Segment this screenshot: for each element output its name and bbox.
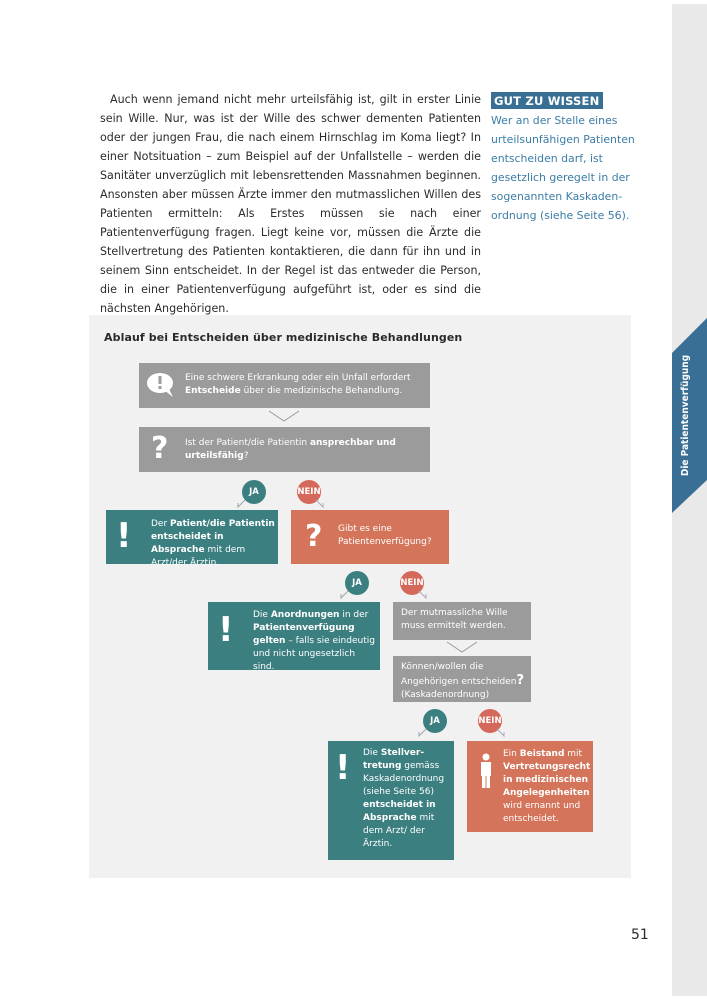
arrow-down-left-icon bbox=[237, 500, 247, 508]
question-mark: ? bbox=[516, 673, 524, 688]
step-answer-3-no bbox=[467, 741, 593, 832]
text-part: mit dem Arzt/ der Ärztin. bbox=[363, 813, 435, 849]
text-part: Der bbox=[151, 519, 171, 529]
text-bold: ansprechbar und urteilsfähig bbox=[185, 438, 396, 461]
body-text bbox=[100, 90, 481, 318]
step-question-2 bbox=[291, 510, 449, 564]
text-bold: Stellvertretung bbox=[363, 748, 425, 771]
text-part: ? bbox=[243, 451, 249, 461]
step-answer-2-no-text: Der mutmassliche Wille muss ermittelt werden. bbox=[401, 608, 508, 631]
text-part: Eine schwere Erkrankung oder ein Unfall erfordert bbox=[185, 373, 411, 383]
person-icon bbox=[479, 753, 493, 789]
step-answer-3-no-text bbox=[503, 748, 591, 826]
text-part: – falls sie eindeutig und nicht ungesetzlich sind. bbox=[253, 636, 375, 672]
text-part: gemäss Kaskadenordnung (siehe Seite 56) bbox=[363, 761, 445, 797]
step-start-text bbox=[185, 372, 425, 398]
info-box bbox=[491, 90, 651, 225]
text-bold: Vertretungsrecht in medizinischen Angelegenheiten bbox=[503, 762, 591, 798]
body-paragraph: Auch wenn jemand nicht mehr urteilsfähig ist, gilt in erster Linie sein Wille. Nur, was ist der Wille des schwer dementen Patienten oder der jungen Frau, die nach einem Hirnschlag im Koma liegt? In einer Notsituation – zum Beispiel auf der Unfallstelle – werden die Sanitäter unverzüglich mit lebensrettenden Massnahmen beginnen. Ansonsten aber müssen Ärzte immer den mutmasslichen Willen des Patienten ermitteln: Als Erstes müssen sie nach einer Patientenverfügung fragen. Liegt keine vor, müssen die Ärzte die Stellvertretung des Patienten kontaktieren, die dann für ihn und in seinem Sinn entscheidet. In der Regel ist das entweder die Person, die in einer Patientenverfügung aufgeführt ist, oder es sind die nächsten Angehörigen. bbox=[100, 93, 481, 315]
step-answer-1-yes bbox=[106, 510, 278, 568]
chapter-tab-label: Die Patientenverfügung bbox=[680, 354, 692, 476]
arrow-down-right-icon bbox=[419, 591, 429, 599]
text-part: Die bbox=[363, 748, 381, 758]
text-part: Können/wollen die Angehörigen entscheiden bbox=[401, 662, 517, 687]
text-bold: Patient/die Patientin entscheidet in Absprache bbox=[151, 519, 275, 555]
question-icon: ? bbox=[305, 519, 323, 554]
text-bold: entscheidet in Absprache bbox=[363, 800, 436, 823]
chevron-down-icon bbox=[269, 411, 299, 423]
step-question-3 bbox=[393, 656, 531, 702]
chapter-tab[interactable] bbox=[672, 318, 707, 513]
arrow-down-left-icon bbox=[340, 591, 350, 599]
exclamation-icon: ! bbox=[218, 610, 234, 650]
text-part: über die medizinische Behandlung. bbox=[240, 386, 403, 396]
exclamation-icon: ! bbox=[335, 748, 351, 788]
text-part: wird ernannt und entscheidet. bbox=[503, 801, 581, 824]
diagram-title: Ablauf bei Entscheiden über medizinische Behandlungen bbox=[104, 331, 463, 344]
step-start bbox=[139, 363, 430, 408]
step-question-1-text bbox=[185, 437, 425, 463]
step-answer-2-yes-text bbox=[253, 609, 377, 674]
speech-bubble-exclamation-icon bbox=[146, 372, 176, 398]
info-box-text: Wer an der Stelle eines urteilsunfähigen Patienten entscheiden darf, ist gesetzlich geregelt in der sogenannten Kaskadenordnung (siehe Seite 56). bbox=[491, 114, 635, 222]
step-answer-3-yes-text bbox=[363, 747, 451, 851]
step-question-2-text: Gibt es eine Patientenverfügung? bbox=[338, 524, 432, 547]
text-part: Die bbox=[253, 610, 271, 620]
no-badge: NEIN bbox=[478, 709, 502, 733]
text-bold: Beistand bbox=[519, 749, 565, 759]
exclamation-icon: ! bbox=[116, 516, 132, 556]
step-answer-3-yes bbox=[328, 741, 454, 860]
text-part: Ein bbox=[503, 749, 520, 759]
text-part: (Kaskadenordnung) bbox=[401, 690, 490, 700]
flow-diagram bbox=[89, 315, 631, 878]
yes-badge: JA bbox=[345, 571, 369, 595]
page-number: 51 bbox=[631, 927, 649, 943]
text-part: mit dem Arzt/der Ärztin. bbox=[151, 545, 246, 568]
step-question-1 bbox=[139, 427, 430, 472]
arrow-down-right-icon bbox=[316, 500, 326, 508]
text-part: Ist der Patient/die Patientin bbox=[185, 438, 310, 448]
text-bold: Patientenverfügung gelten bbox=[253, 623, 355, 646]
text-bold: Entscheide bbox=[185, 386, 241, 396]
question-icon: ? bbox=[151, 431, 169, 466]
no-badge: NEIN bbox=[297, 480, 321, 504]
arrow-down-left-icon bbox=[418, 729, 428, 737]
step-answer-2-no bbox=[393, 602, 531, 640]
step-question-3-text bbox=[401, 661, 529, 702]
yes-badge: JA bbox=[423, 709, 447, 733]
info-box-title: GUT ZU WISSEN bbox=[491, 92, 603, 109]
chevron-down-icon bbox=[447, 642, 477, 654]
text-bold: Anordnungen bbox=[270, 610, 340, 620]
yes-badge: JA bbox=[242, 480, 266, 504]
no-badge: NEIN bbox=[400, 571, 424, 595]
text-part: in der bbox=[339, 610, 369, 620]
arrow-down-right-icon bbox=[497, 729, 507, 737]
text-part: mit bbox=[564, 749, 583, 759]
chapter-tab-label-wrap bbox=[674, 340, 698, 490]
step-answer-2-yes bbox=[208, 602, 380, 670]
step-answer-1-yes-text bbox=[151, 518, 276, 570]
